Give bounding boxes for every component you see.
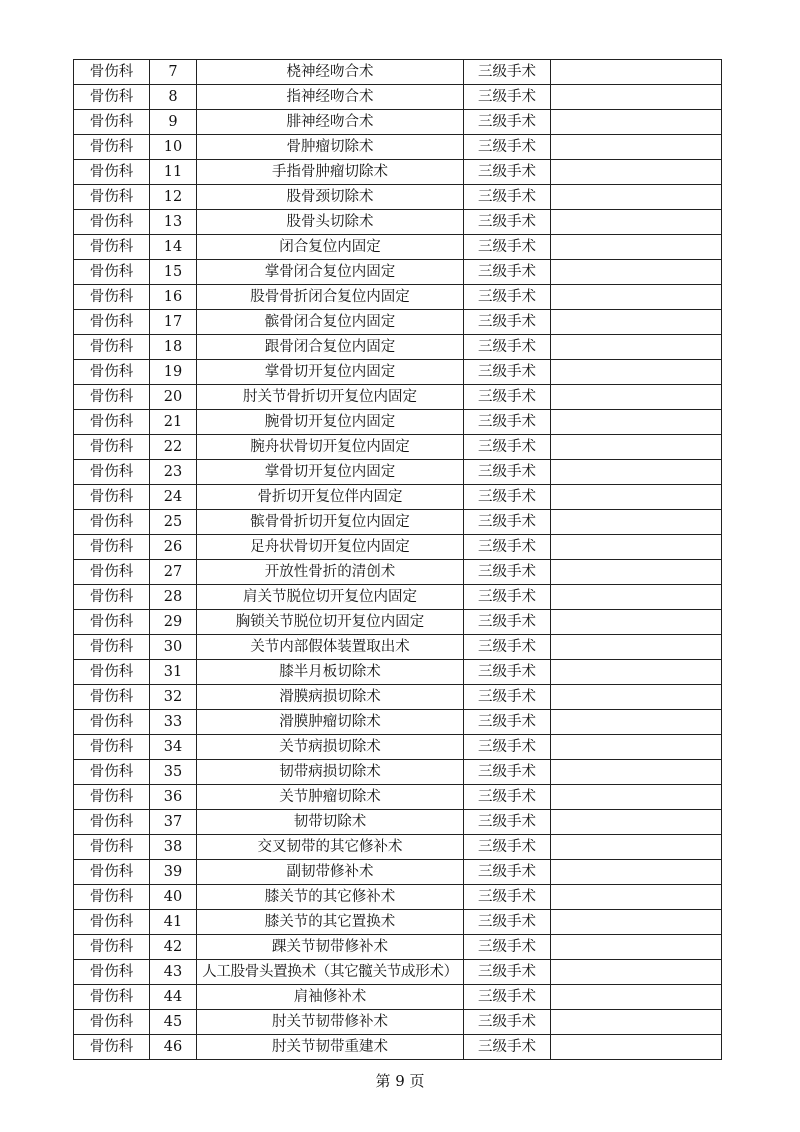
row-number-cell: 9	[150, 110, 197, 135]
table-row	[74, 910, 722, 935]
surgery-level-cell: 三级手术	[464, 1035, 551, 1060]
table-row	[74, 960, 722, 985]
surgery-level-cell: 三级手术	[464, 910, 551, 935]
table-row	[74, 185, 722, 210]
table-row	[74, 610, 722, 635]
row-number-cell: 24	[150, 485, 197, 510]
surgery-level-cell: 三级手术	[464, 360, 551, 385]
procedure-name-cell: 韧带病损切除术	[197, 760, 464, 785]
surgery-level-cell: 三级手术	[464, 210, 551, 235]
procedure-name-cell: 掌骨切开复位内固定	[197, 360, 464, 385]
table-row	[74, 510, 722, 535]
remarks-cell	[551, 510, 722, 535]
procedure-name-cell: 股骨头切除术	[197, 210, 464, 235]
row-number-cell: 28	[150, 585, 197, 610]
procedure-name-cell: 跟骨闭合复位内固定	[197, 335, 464, 360]
remarks-cell	[551, 760, 722, 785]
table-row	[74, 160, 722, 185]
remarks-cell	[551, 160, 722, 185]
surgery-level-cell: 三级手术	[464, 985, 551, 1010]
remarks-cell	[551, 535, 722, 560]
surgery-level-cell: 三级手术	[464, 560, 551, 585]
row-number-cell: 21	[150, 410, 197, 435]
row-number-cell: 42	[150, 935, 197, 960]
procedure-name-cell: 肘关节韧带修补术	[197, 1010, 464, 1035]
surgery-level-cell: 三级手术	[464, 285, 551, 310]
procedure-name-cell: 桡神经吻合术	[197, 60, 464, 85]
department-cell: 骨伤科	[74, 710, 150, 735]
remarks-cell	[551, 385, 722, 410]
procedure-name-cell: 滑膜病损切除术	[197, 685, 464, 710]
row-number-cell: 13	[150, 210, 197, 235]
remarks-cell	[551, 585, 722, 610]
row-number-cell: 15	[150, 260, 197, 285]
table-row	[74, 285, 722, 310]
row-number-cell: 20	[150, 385, 197, 410]
procedure-name-cell: 髌骨闭合复位内固定	[197, 310, 464, 335]
remarks-cell	[551, 360, 722, 385]
procedure-name-cell: 闭合复位内固定	[197, 235, 464, 260]
procedure-name-cell: 骨肿瘤切除术	[197, 135, 464, 160]
department-cell: 骨伤科	[74, 1010, 150, 1035]
row-number-cell: 39	[150, 860, 197, 885]
table-row	[74, 210, 722, 235]
department-cell: 骨伤科	[74, 810, 150, 835]
department-cell: 骨伤科	[74, 360, 150, 385]
surgery-level-cell: 三级手术	[464, 535, 551, 560]
surgery-level-cell: 三级手术	[464, 810, 551, 835]
row-number-cell: 40	[150, 885, 197, 910]
remarks-cell	[551, 810, 722, 835]
row-number-cell: 22	[150, 435, 197, 460]
surgery-level-cell: 三级手术	[464, 735, 551, 760]
department-cell: 骨伤科	[74, 235, 150, 260]
surgery-level-cell: 三级手术	[464, 460, 551, 485]
table-row	[74, 735, 722, 760]
row-number-cell: 19	[150, 360, 197, 385]
procedure-name-cell: 足舟状骨切开复位内固定	[197, 535, 464, 560]
department-cell: 骨伤科	[74, 885, 150, 910]
department-cell: 骨伤科	[74, 560, 150, 585]
remarks-cell	[551, 460, 722, 485]
procedure-name-cell: 腓神经吻合术	[197, 110, 464, 135]
table-row	[74, 385, 722, 410]
surgery-level-cell: 三级手术	[464, 485, 551, 510]
surgery-level-cell: 三级手术	[464, 435, 551, 460]
surgery-level-cell: 三级手术	[464, 135, 551, 160]
table-row	[74, 885, 722, 910]
table-row	[74, 785, 722, 810]
procedure-name-cell: 人工股骨头置换术（其它髋关节成形术）	[197, 960, 464, 985]
procedure-name-cell: 滑膜肿瘤切除术	[197, 710, 464, 735]
procedure-name-cell: 交叉韧带的其它修补术	[197, 835, 464, 860]
surgery-level-cell: 三级手术	[464, 185, 551, 210]
department-cell: 骨伤科	[74, 585, 150, 610]
procedure-name-cell: 腕骨切开复位内固定	[197, 410, 464, 435]
department-cell: 骨伤科	[74, 460, 150, 485]
surgery-level-cell: 三级手术	[464, 585, 551, 610]
procedure-name-cell: 肩关节脱位切开复位内固定	[197, 585, 464, 610]
remarks-cell	[551, 560, 722, 585]
procedure-name-cell: 掌骨切开复位内固定	[197, 460, 464, 485]
row-number-cell: 43	[150, 960, 197, 985]
table-row	[74, 135, 722, 160]
remarks-cell	[551, 110, 722, 135]
row-number-cell: 44	[150, 985, 197, 1010]
remarks-cell	[551, 60, 722, 85]
row-number-cell: 34	[150, 735, 197, 760]
remarks-cell	[551, 285, 722, 310]
department-cell: 骨伤科	[74, 485, 150, 510]
department-cell: 骨伤科	[74, 135, 150, 160]
table-row	[74, 535, 722, 560]
remarks-cell	[551, 935, 722, 960]
row-number-cell: 38	[150, 835, 197, 860]
department-cell: 骨伤科	[74, 410, 150, 435]
remarks-cell	[551, 185, 722, 210]
procedure-name-cell: 关节内部假体装置取出术	[197, 635, 464, 660]
row-number-cell: 25	[150, 510, 197, 535]
department-cell: 骨伤科	[74, 660, 150, 685]
surgery-level-cell: 三级手术	[464, 510, 551, 535]
table-row	[74, 660, 722, 685]
remarks-cell	[551, 685, 722, 710]
surgery-level-cell: 三级手术	[464, 860, 551, 885]
row-number-cell: 7	[150, 60, 197, 85]
surgery-level-cell: 三级手术	[464, 385, 551, 410]
surgery-level-cell: 三级手术	[464, 935, 551, 960]
row-number-cell: 16	[150, 285, 197, 310]
table-row	[74, 235, 722, 260]
remarks-cell	[551, 260, 722, 285]
surgery-level-cell: 三级手术	[464, 885, 551, 910]
remarks-cell	[551, 960, 722, 985]
surgery-level-cell: 三级手术	[464, 760, 551, 785]
remarks-cell	[551, 310, 722, 335]
department-cell: 骨伤科	[74, 285, 150, 310]
surgery-level-cell: 三级手术	[464, 110, 551, 135]
row-number-cell: 29	[150, 610, 197, 635]
row-number-cell: 32	[150, 685, 197, 710]
table-row	[74, 585, 722, 610]
row-number-cell: 12	[150, 185, 197, 210]
department-cell: 骨伤科	[74, 435, 150, 460]
page-number: 第 9 页	[375, 1072, 425, 1090]
row-number-cell: 35	[150, 760, 197, 785]
table-row	[74, 460, 722, 485]
department-cell: 骨伤科	[74, 85, 150, 110]
table-row	[74, 810, 722, 835]
table-row	[74, 310, 722, 335]
table-row	[74, 1010, 722, 1035]
remarks-cell	[551, 785, 722, 810]
table-row	[74, 1035, 722, 1060]
procedure-name-cell: 掌骨闭合复位内固定	[197, 260, 464, 285]
procedure-name-cell: 开放性骨折的清创术	[197, 560, 464, 585]
department-cell: 骨伤科	[74, 110, 150, 135]
procedure-name-cell: 肩袖修补术	[197, 985, 464, 1010]
department-cell: 骨伤科	[74, 210, 150, 235]
surgery-level-cell: 三级手术	[464, 160, 551, 185]
department-cell: 骨伤科	[74, 335, 150, 360]
procedure-name-cell: 踝关节韧带修补术	[197, 935, 464, 960]
remarks-cell	[551, 85, 722, 110]
procedure-name-cell: 膝关节的其它置换术	[197, 910, 464, 935]
remarks-cell	[551, 1010, 722, 1035]
department-cell: 骨伤科	[74, 160, 150, 185]
department-cell: 骨伤科	[74, 610, 150, 635]
department-cell: 骨伤科	[74, 510, 150, 535]
procedure-name-cell: 骨折切开复位伴内固定	[197, 485, 464, 510]
department-cell: 骨伤科	[74, 310, 150, 335]
surgery-level-cell: 三级手术	[464, 410, 551, 435]
row-number-cell: 18	[150, 335, 197, 360]
table-row	[74, 635, 722, 660]
table-row	[74, 335, 722, 360]
table-row	[74, 835, 722, 860]
procedure-name-cell: 关节病损切除术	[197, 735, 464, 760]
department-cell: 骨伤科	[74, 760, 150, 785]
row-number-cell: 36	[150, 785, 197, 810]
surgery-level-cell: 三级手术	[464, 685, 551, 710]
remarks-cell	[551, 335, 722, 360]
row-number-cell: 23	[150, 460, 197, 485]
surgery-level-cell: 三级手术	[464, 85, 551, 110]
table-row	[74, 410, 722, 435]
procedure-name-cell: 股骨颈切除术	[197, 185, 464, 210]
row-number-cell: 27	[150, 560, 197, 585]
procedure-name-cell: 肘关节骨折切开复位内固定	[197, 385, 464, 410]
row-number-cell: 33	[150, 710, 197, 735]
surgery-level-cell: 三级手术	[464, 960, 551, 985]
procedure-name-cell: 肘关节韧带重建术	[197, 1035, 464, 1060]
table-row	[74, 860, 722, 885]
table-row	[74, 110, 722, 135]
table-row	[74, 85, 722, 110]
row-number-cell: 10	[150, 135, 197, 160]
surgery-level-cell: 三级手术	[464, 835, 551, 860]
department-cell: 骨伤科	[74, 835, 150, 860]
row-number-cell: 46	[150, 1035, 197, 1060]
remarks-cell	[551, 660, 722, 685]
row-number-cell: 37	[150, 810, 197, 835]
procedure-name-cell: 膝关节的其它修补术	[197, 885, 464, 910]
remarks-cell	[551, 635, 722, 660]
remarks-cell	[551, 135, 722, 160]
department-cell: 骨伤科	[74, 1035, 150, 1060]
remarks-cell	[551, 610, 722, 635]
row-number-cell: 26	[150, 535, 197, 560]
row-number-cell: 30	[150, 635, 197, 660]
table-row	[74, 60, 722, 85]
procedure-name-cell: 腕舟状骨切开复位内固定	[197, 435, 464, 460]
remarks-cell	[551, 985, 722, 1010]
surgery-level-cell: 三级手术	[464, 785, 551, 810]
surgery-level-cell: 三级手术	[464, 235, 551, 260]
department-cell: 骨伤科	[74, 185, 150, 210]
table-row	[74, 360, 722, 385]
row-number-cell: 17	[150, 310, 197, 335]
department-cell: 骨伤科	[74, 685, 150, 710]
remarks-cell	[551, 485, 722, 510]
table-row	[74, 760, 722, 785]
surgery-level-cell: 三级手术	[464, 310, 551, 335]
row-number-cell: 8	[150, 85, 197, 110]
table-body	[74, 60, 722, 1060]
table-row	[74, 560, 722, 585]
department-cell: 骨伤科	[74, 735, 150, 760]
surgery-level-cell: 三级手术	[464, 60, 551, 85]
row-number-cell: 31	[150, 660, 197, 685]
table-row	[74, 260, 722, 285]
department-cell: 骨伤科	[74, 860, 150, 885]
remarks-cell	[551, 910, 722, 935]
row-number-cell: 45	[150, 1010, 197, 1035]
table-row	[74, 985, 722, 1010]
remarks-cell	[551, 885, 722, 910]
procedure-name-cell: 副韧带修补术	[197, 860, 464, 885]
remarks-cell	[551, 860, 722, 885]
procedure-name-cell: 胸锁关节脱位切开复位内固定	[197, 610, 464, 635]
procedure-name-cell: 髌骨骨折切开复位内固定	[197, 510, 464, 535]
table-row	[74, 710, 722, 735]
table-row	[74, 435, 722, 460]
department-cell: 骨伤科	[74, 60, 150, 85]
procedure-name-cell: 股骨骨折闭合复位内固定	[197, 285, 464, 310]
department-cell: 骨伤科	[74, 935, 150, 960]
procedure-name-cell: 关节肿瘤切除术	[197, 785, 464, 810]
department-cell: 骨伤科	[74, 910, 150, 935]
surgery-level-cell: 三级手术	[464, 260, 551, 285]
department-cell: 骨伤科	[74, 260, 150, 285]
row-number-cell: 14	[150, 235, 197, 260]
department-cell: 骨伤科	[74, 535, 150, 560]
row-number-cell: 41	[150, 910, 197, 935]
surgery-level-cell: 三级手术	[464, 635, 551, 660]
remarks-cell	[551, 835, 722, 860]
table-row	[74, 935, 722, 960]
surgery-level-cell: 三级手术	[464, 610, 551, 635]
department-cell: 骨伤科	[74, 785, 150, 810]
surgery-level-cell: 三级手术	[464, 660, 551, 685]
department-cell: 骨伤科	[74, 985, 150, 1010]
remarks-cell	[551, 710, 722, 735]
remarks-cell	[551, 235, 722, 260]
procedure-name-cell: 膝半月板切除术	[197, 660, 464, 685]
surgery-table	[73, 59, 722, 1060]
table-row	[74, 485, 722, 510]
department-cell: 骨伤科	[74, 385, 150, 410]
surgery-level-cell: 三级手术	[464, 1010, 551, 1035]
department-cell: 骨伤科	[74, 635, 150, 660]
remarks-cell	[551, 1035, 722, 1060]
remarks-cell	[551, 210, 722, 235]
procedure-name-cell: 指神经吻合术	[197, 85, 464, 110]
row-number-cell: 11	[150, 160, 197, 185]
surgery-level-cell: 三级手术	[464, 710, 551, 735]
remarks-cell	[551, 735, 722, 760]
remarks-cell	[551, 435, 722, 460]
surgery-level-cell: 三级手术	[464, 335, 551, 360]
remarks-cell	[551, 410, 722, 435]
table-row	[74, 685, 722, 710]
department-cell: 骨伤科	[74, 960, 150, 985]
procedure-name-cell: 手指骨肿瘤切除术	[197, 160, 464, 185]
procedure-name-cell: 韧带切除术	[197, 810, 464, 835]
